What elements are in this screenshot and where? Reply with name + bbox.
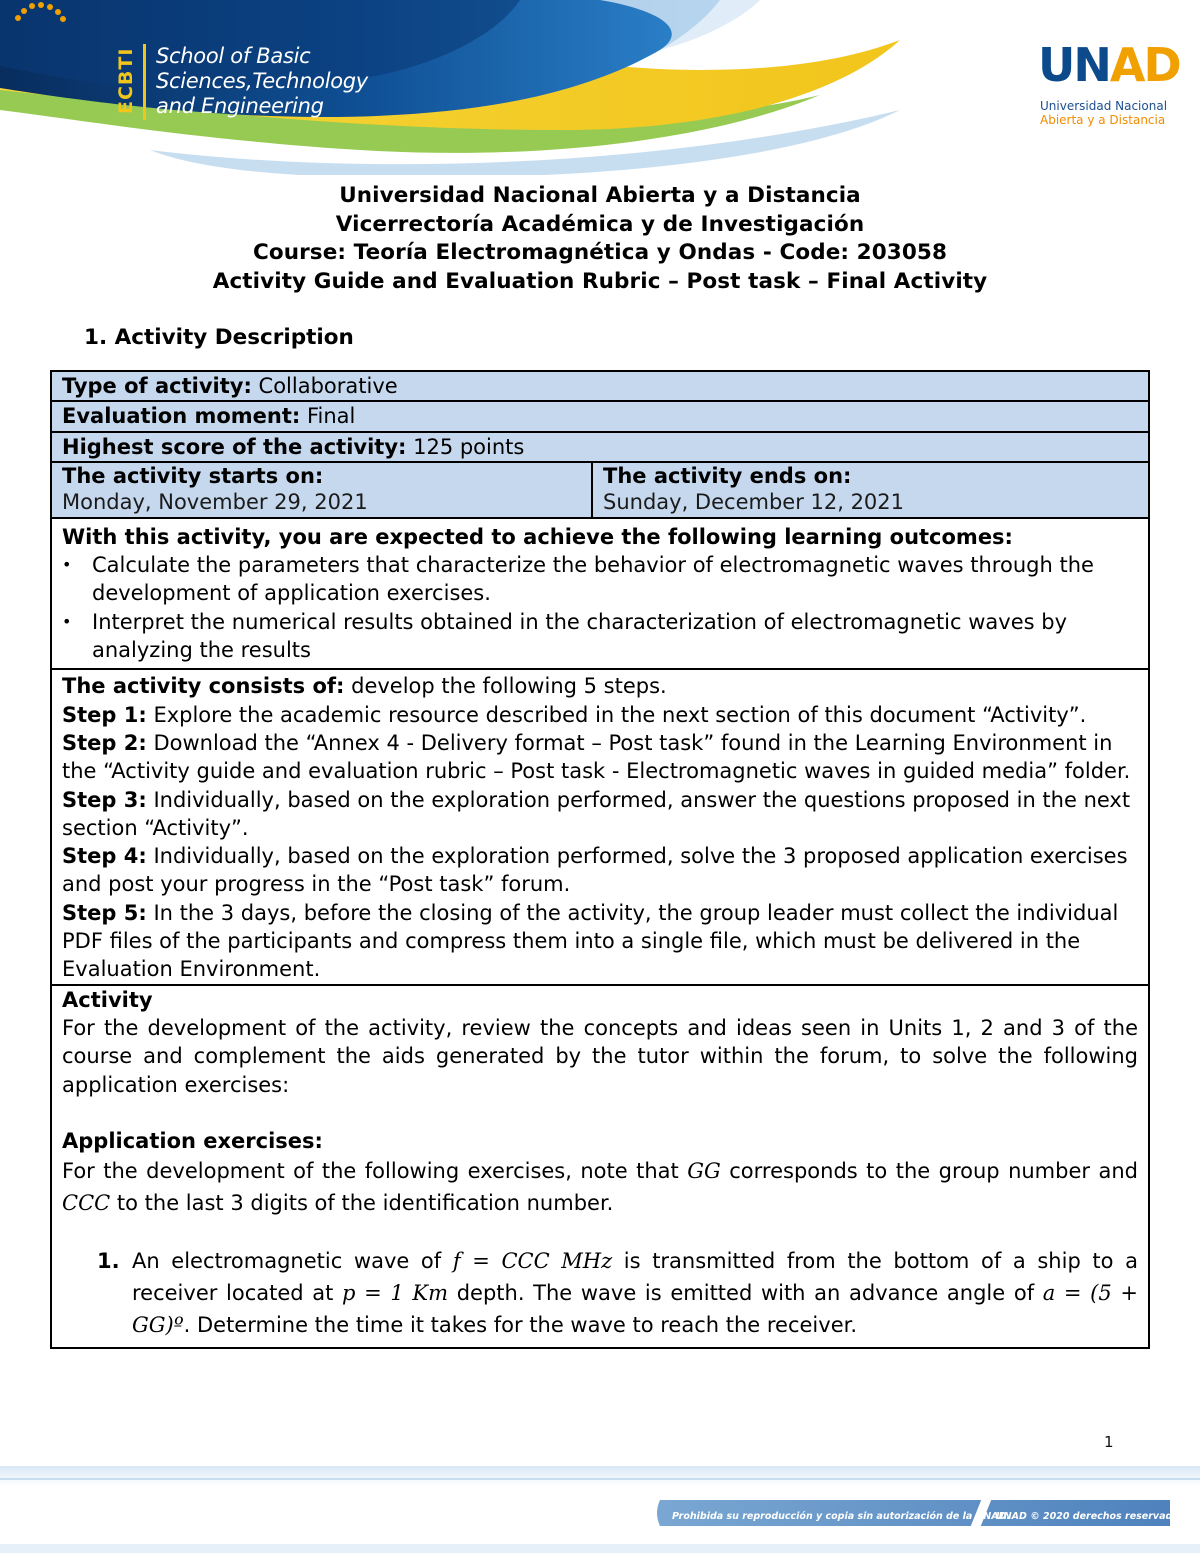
school-line-3: and Engineering <box>156 94 324 118</box>
starts-value: Monday, November 29, 2021 <box>62 489 368 514</box>
step-label: Step 5: <box>62 900 147 925</box>
step-label: Step 1: <box>62 702 147 727</box>
row-type <box>51 371 1149 401</box>
exercise-text: is transmitted from the bottom of a ship to a receiver located at <box>132 1249 1138 1306</box>
cell-starts <box>51 462 592 518</box>
unad-logo-word: UNAD <box>1038 38 1180 92</box>
step-label: Step 2: <box>62 730 147 755</box>
cell-score <box>51 432 1149 462</box>
step-label: Step 4: <box>62 844 147 869</box>
cell-type <box>51 371 1149 401</box>
app-intro-text: to the last 3 digits of the identification number. <box>110 1191 614 1216</box>
outcomes-list <box>62 551 1138 664</box>
footer-rights: UNAD © 2020 derechos reservados. <box>996 1511 1189 1522</box>
exercise-1 <box>97 1245 1138 1341</box>
row-score <box>51 432 1149 462</box>
unad-logo-sub1: Universidad Nacional <box>1040 99 1168 113</box>
step-1 <box>62 701 1138 729</box>
app-heading: Application exercises: <box>62 1128 323 1153</box>
step-text: Explore the academic resource described in the next section of this document “Activity”. <box>146 702 1087 727</box>
header-banner <box>0 0 1200 175</box>
activity-heading: Activity <box>62 987 153 1012</box>
step-2 <box>62 729 1138 786</box>
ecbti-divider <box>143 44 146 120</box>
outcomes-heading: With this activity, you are expected to achieve the following learning outcomes: <box>62 524 1013 549</box>
app-intro-text: For the development of the following exercises, note that <box>62 1159 688 1184</box>
step-text: Individually, based on the exploration performed, answer the questions proposed in the next section “Activity”. <box>62 787 1131 840</box>
row-dates <box>51 462 1149 518</box>
school-line-1: School of Basic <box>156 44 311 68</box>
type-label: Type of activity: <box>62 374 252 398</box>
footer-graphic <box>0 1458 1200 1553</box>
spacer <box>62 1219 1138 1245</box>
exercise-text: . Determine the time it takes for the wave to reach the receiver. <box>183 1313 857 1338</box>
school-name <box>156 44 368 119</box>
outcome-item: • Interpret the numerical results obtained in the characterization of electromagnetic waves by analyzing the results <box>92 608 1138 665</box>
moment-value: Final <box>300 404 356 429</box>
school-line-2: Sciences,Technology <box>156 69 368 93</box>
activity-table <box>50 370 1150 1349</box>
unad-logo-icon <box>0 0 140 100</box>
exercise-list <box>62 1245 1138 1341</box>
step-text: In the 3 days, before the closing of the activity, the group leader must collect the individual PDF files of the participants and compress them into a single file, which must be delivered in the Evaluation Environment. <box>62 900 1119 982</box>
step-text: Individually, based on the exploration performed, solve the 3 proposed application exercises and post your progress in the “Post task” forum. <box>62 844 1128 897</box>
ends-label: The activity ends on: <box>603 463 852 488</box>
exercise-number: 1. <box>97 1249 120 1274</box>
cell-outcomes <box>51 518 1149 669</box>
app-intro-text: corresponds to the group number and <box>720 1159 1138 1184</box>
type-value: Collaborative <box>251 374 398 398</box>
title-university: Universidad Nacional Abierta y a Distancia <box>339 183 861 208</box>
page-number: 1 <box>1104 1433 1114 1451</box>
step-text: Download the “Annex 4 - Delivery format – Post task” found in the Learning Environment in the “Activity guide and evaluation rubric – Post task - Electromagnetic waves in guided media” folder. <box>62 730 1131 784</box>
document-titles <box>0 182 1200 296</box>
math-ccc: CCC <box>62 1191 111 1216</box>
math-angle: a = (5 + GG)º <box>132 1281 1138 1338</box>
row-outcomes <box>51 518 1149 669</box>
ends-value: Sunday, December 12, 2021 <box>603 489 905 514</box>
cell-steps <box>51 669 1149 984</box>
row-moment <box>51 401 1149 431</box>
unad-logo-sub2: Abierta y a Distancia <box>1040 113 1166 127</box>
score-label: Highest score of the activity: <box>62 434 407 459</box>
step-3 <box>62 786 1138 843</box>
cell-activity <box>51 985 1149 1348</box>
outcome-item: • Calculate the parameters that characterize the behavior of electromagnetic waves through the development of application exercises. <box>92 551 1138 608</box>
title-vicerrectoria: Vicerrectoría Académica y de Investigación <box>335 211 865 237</box>
exercise-text: An electromagnetic wave of <box>132 1249 453 1274</box>
row-activity <box>51 985 1149 1348</box>
cell-moment <box>51 401 1149 431</box>
section-heading: 1. Activity Description <box>84 325 354 350</box>
title-course: Course: Teoría Electromagnética y Ondas - Code: 203058 <box>252 240 948 265</box>
score-value: 125 points <box>406 434 525 459</box>
math-gg: GG <box>687 1159 721 1184</box>
consists-label: The activity consists of: <box>62 674 345 699</box>
step-5 <box>62 899 1138 984</box>
step-label: Step 3: <box>62 787 147 812</box>
math-frequency: f = CCC MHz <box>452 1249 613 1274</box>
footer-notice: Prohibida su reproducción y copia sin autorización de la UNAD. <box>672 1511 1011 1522</box>
title-activity-guide: Activity Guide and Evaluation Rubric – Post task – Final Activity <box>212 268 988 294</box>
step-4 <box>62 842 1138 899</box>
ecbti-label: ECBTI <box>115 47 137 115</box>
activity-text: For the development of the activity, review the concepts and ideas seen in Units 1, 2 and 3 of the course and complement the aids generated by the tutor within the forum, to solve the following application exercises: <box>62 1015 1138 1097</box>
consists-value: develop the following 5 steps. <box>344 674 667 699</box>
starts-label: The activity starts on: <box>62 463 324 488</box>
footer-banner <box>0 1458 1200 1553</box>
exercise-text: depth. The wave is emitted with an advance angle of <box>448 1281 1043 1306</box>
cell-ends <box>592 462 1149 518</box>
moment-label: Evaluation moment: <box>62 404 301 429</box>
math-depth: p = 1 Km <box>342 1281 449 1306</box>
consists-line <box>62 672 1138 700</box>
spacer <box>62 1099 1138 1127</box>
app-intro <box>62 1155 1138 1219</box>
row-steps <box>51 669 1149 984</box>
